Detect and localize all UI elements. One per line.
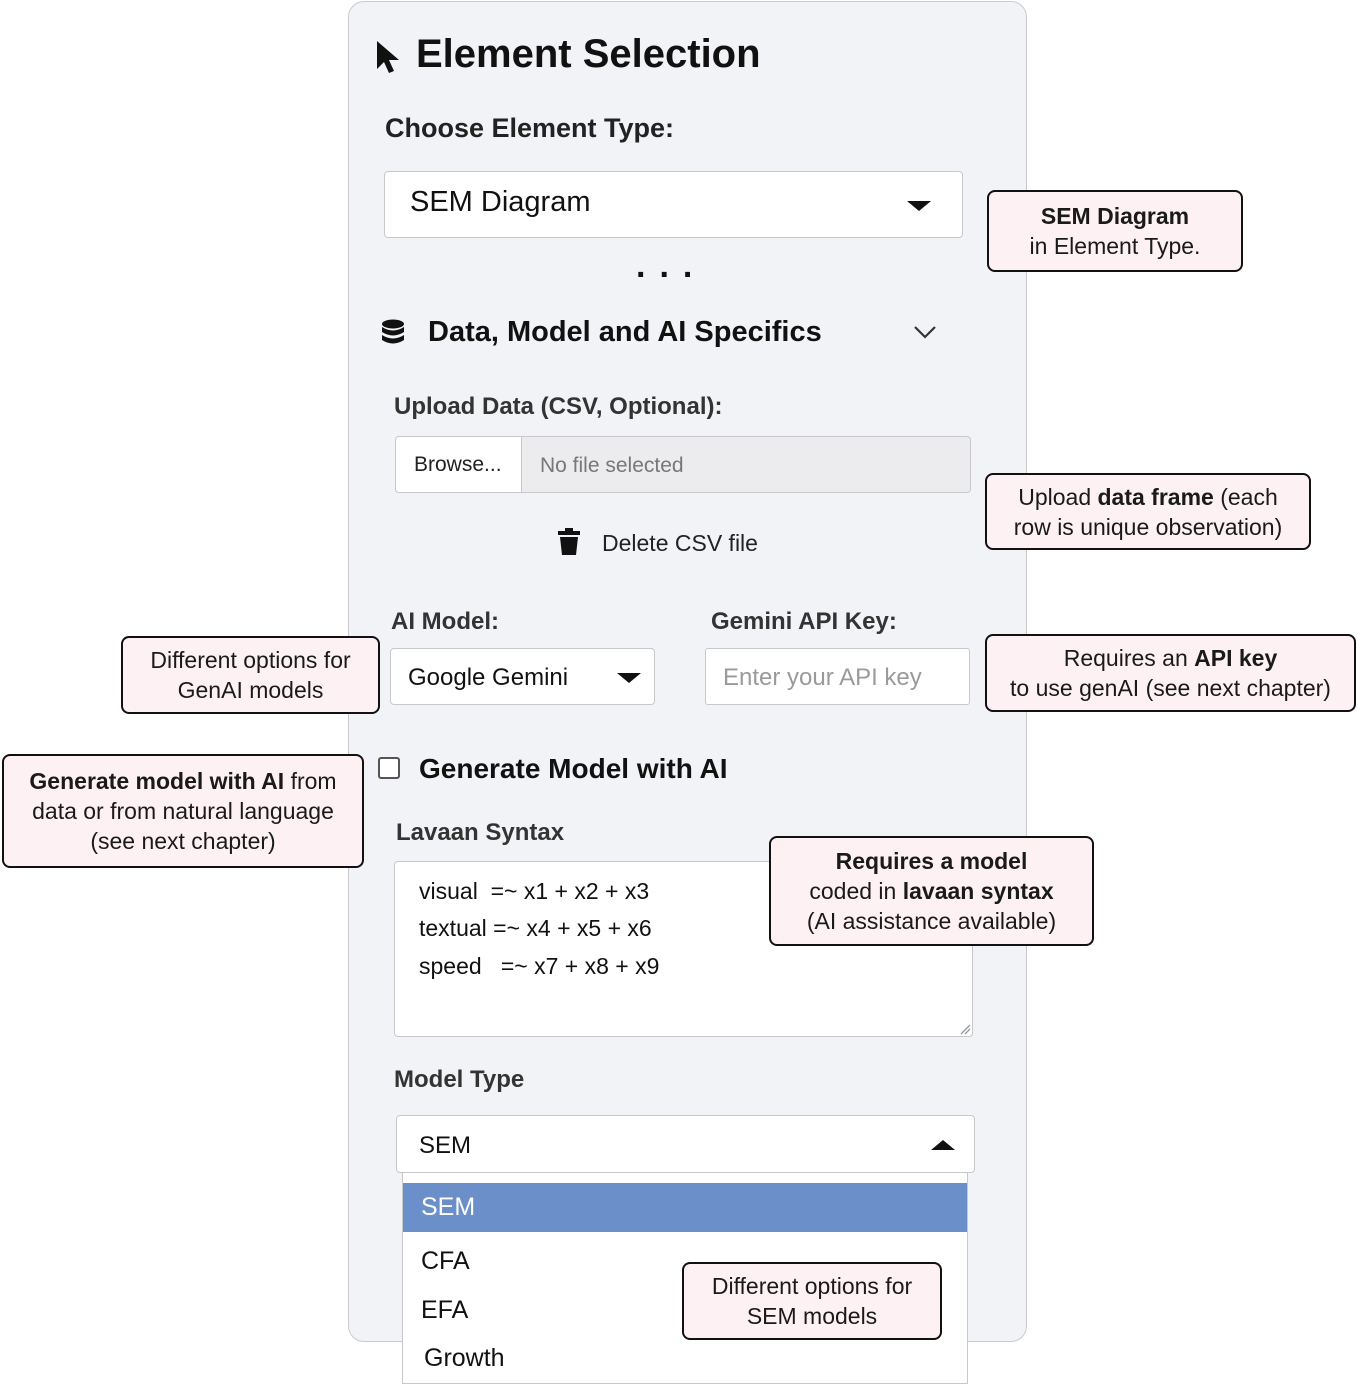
lavaan-line: visual =~ x1 + x2 + x3 [419,878,650,904]
callout-lavaan [769,836,1094,946]
callout-sem-diagram [987,190,1243,272]
model-type-label: Model Type [394,1066,525,1093]
browse-button-label: Browse... [414,453,502,476]
callout-text: SEM Diagram [1040,203,1190,229]
element-type-value: SEM Diagram [410,186,591,218]
element-type-label: Choose Element Type: [385,113,675,143]
callout-text: Upload [1018,483,1098,510]
callout-sem-models [682,1262,942,1340]
chevron-down-icon [913,324,937,340]
callout-text: Requires a model [835,848,1028,874]
generate-ai-checkbox[interactable] [378,757,400,779]
file-status-field [522,436,971,493]
callout-api-key [985,634,1356,712]
callout-text: API key [1194,645,1278,671]
dropdown-option-efa[interactable]: EFA [421,1296,469,1324]
database-icon [381,319,405,347]
upload-label: Upload Data (CSV, Optional): [394,393,723,420]
cursor-icon [374,39,402,77]
dropdown-option-sem[interactable]: SEM [403,1183,967,1232]
callout-genai-models [121,636,380,714]
ellipsis: ... [636,247,707,285]
callout-text: lavaan syntax [902,878,1054,904]
chevron-down-icon [617,673,641,683]
callout-text: data frame [1097,483,1214,510]
callout-text: from [284,768,337,794]
callout-text: Different options for [711,1273,913,1299]
ai-model-select[interactable] [390,648,655,705]
callout-text: coded in [809,878,903,904]
callout-text: (see next chapter) [90,828,276,854]
lavaan-line: textual =~ x4 + x5 + x6 [419,915,652,941]
lavaan-label: Lavaan Syntax [396,819,565,846]
callout-text: (each [1213,483,1278,510]
callout-text: SEM models [746,1303,878,1329]
api-key-placeholder: Enter your API key [723,664,922,691]
resize-handle-icon[interactable] [960,1024,971,1035]
chevron-up-icon [931,1140,955,1150]
callout-upload [985,473,1311,550]
callout-text: Generate model with AI [29,768,285,794]
element-type-select[interactable] [384,171,963,238]
chevron-down-icon [907,201,931,211]
trash-icon [557,528,581,556]
file-status-text: No file selected [540,454,684,477]
delete-csv-label: Delete CSV file [602,530,758,556]
callout-text: data or from natural language [32,798,334,824]
dropdown-option-growth[interactable]: Growth [424,1344,505,1372]
api-key-label: Gemini API Key: [711,608,897,635]
callout-text: in Element Type. [1029,233,1201,259]
callout-text: Requires an [1063,645,1195,671]
callout-text: row is unique observation) [1013,513,1283,540]
ai-model-value: Google Gemini [408,664,569,691]
model-type-value: SEM [419,1132,472,1159]
lavaan-line: speed =~ x7 + x8 + x9 [419,953,660,979]
callout-text: to use genAI (see next chapter) [1010,675,1331,701]
callout-generate-ai [2,754,364,868]
dropdown-option-cfa[interactable]: CFA [421,1247,470,1275]
api-key-input[interactable] [705,648,970,705]
callout-text: (AI assistance available) [806,908,1057,934]
model-type-select[interactable] [396,1115,975,1173]
browse-button[interactable] [395,436,522,493]
ai-model-label: AI Model: [391,608,499,635]
callout-text: GenAI models [177,677,324,703]
generate-ai-label[interactable]: Generate Model with AI [419,753,728,784]
delete-csv-button[interactable] [554,524,784,564]
section-header-data-model-ai[interactable] [370,305,970,365]
callout-text: Different options for [150,647,351,673]
panel-title: Element Selection [416,32,761,76]
section-title: Data, Model and AI Specifics [428,316,822,348]
